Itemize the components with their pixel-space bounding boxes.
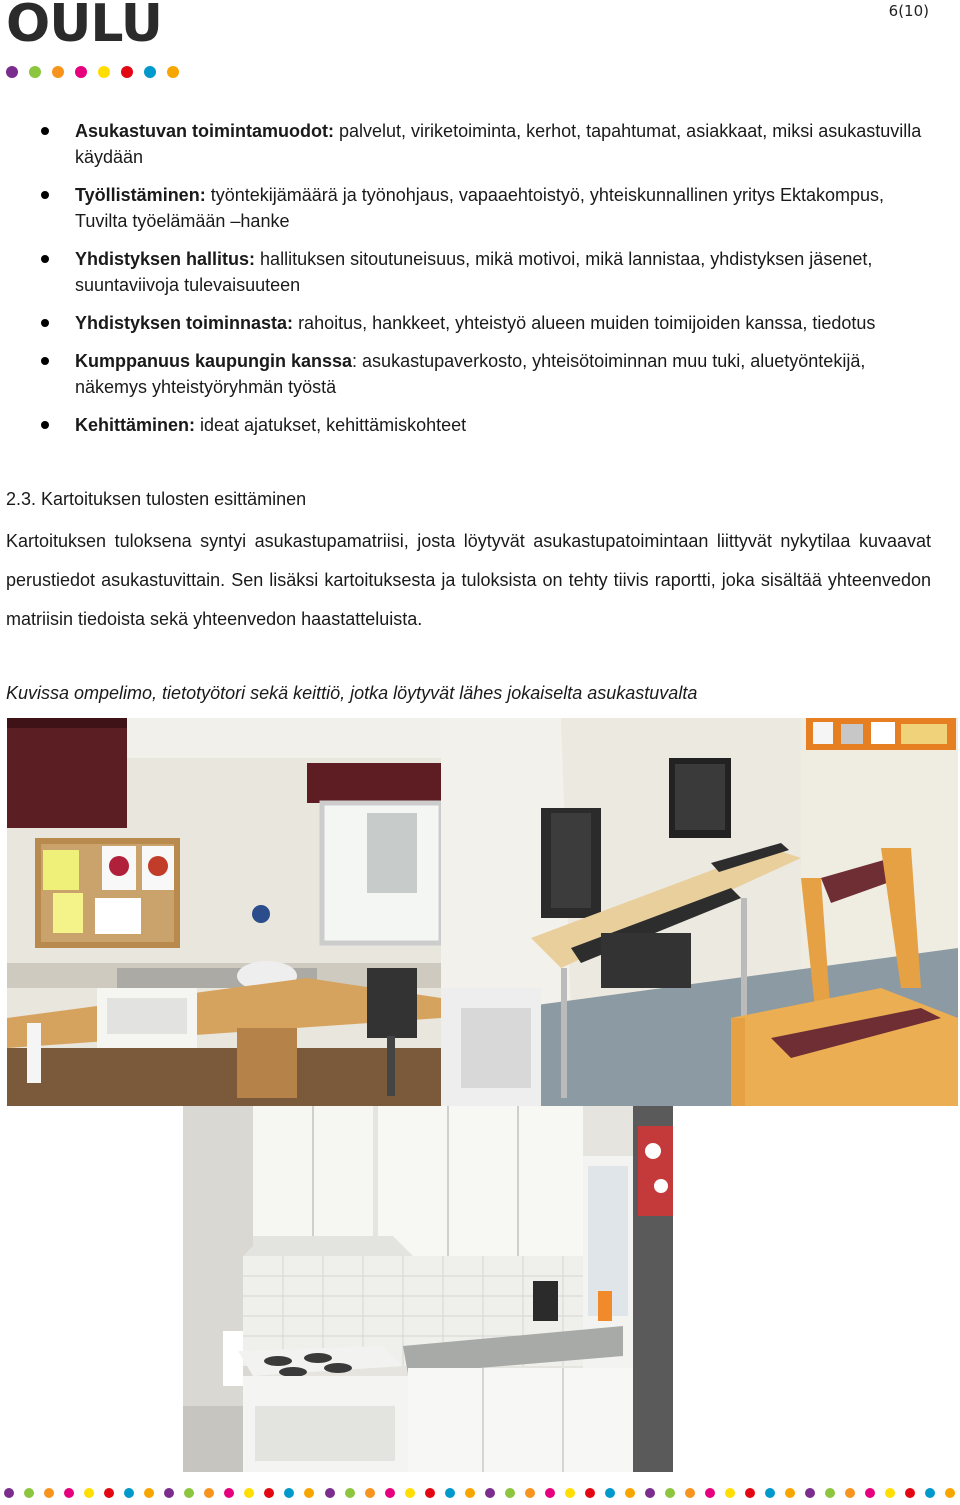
footer-dot: [365, 1488, 375, 1498]
footer-dot: [304, 1488, 314, 1498]
bullet-text: rahoitus, hankkeet, yhteistyö alueen muiden toimijoiden kanssa, tiedotus: [293, 313, 876, 333]
footer-dot: [4, 1488, 14, 1498]
page-number: 6(10): [888, 2, 929, 20]
photo-caption: Kuvissa ompelimo, tietotyötori sekä keittiö, jotka löytyvät lähes jokaiselta asukastuvalta: [6, 683, 698, 703]
bullet-label: Yhdistyksen toiminnasta:: [75, 313, 294, 333]
topic-list: [0, 118, 960, 450]
footer-dot: [585, 1488, 595, 1498]
footer-dot: [44, 1488, 54, 1498]
footer-dot: [405, 1488, 415, 1498]
footer-dot: [485, 1488, 495, 1498]
footer-dot: [445, 1488, 455, 1498]
computer-corner-photo: [441, 718, 958, 1106]
bullet-text: : asukastupaverkosto, yhteisötoiminnan muu tuki, aluetyöntekijä, näkemys yhteistyöryhmän työstä: [75, 351, 866, 397]
brand-dot: [121, 66, 133, 78]
list-item: [0, 348, 960, 400]
footer-dot: [385, 1488, 395, 1498]
logo-text: OULU: [6, 0, 162, 54]
brand-dot: [6, 66, 18, 78]
kitchen-photo: [183, 1106, 673, 1472]
footer-dot: [24, 1488, 34, 1498]
footer-dot: [224, 1488, 234, 1498]
bullet-label: Kumppanuus kaupungin kanssa: [75, 351, 353, 371]
footer-dot: [785, 1488, 795, 1498]
footer-dot: [104, 1488, 114, 1498]
footer-dot: [144, 1488, 154, 1498]
footer-dot: [565, 1488, 575, 1498]
footer-dot: [164, 1488, 174, 1498]
footer-dot: [64, 1488, 74, 1498]
footer-dot: [505, 1488, 515, 1498]
footer-dot: [845, 1488, 855, 1498]
footer-dot: [345, 1488, 355, 1498]
footer-dot: [825, 1488, 835, 1498]
footer-dot: [545, 1488, 555, 1498]
list-item: [0, 182, 960, 234]
bullet-label: Kehittäminen:: [75, 415, 196, 435]
footer-dot: [525, 1488, 535, 1498]
footer-dot-strip: [0, 1488, 960, 1500]
sewing-room-photo: [7, 718, 441, 1106]
brand-dot: [29, 66, 41, 78]
footer-dot: [765, 1488, 775, 1498]
footer-dot: [244, 1488, 254, 1498]
footer-dot: [805, 1488, 815, 1498]
footer-dot: [84, 1488, 94, 1498]
footer-dot: [685, 1488, 695, 1498]
footer-dot: [264, 1488, 274, 1498]
bullet-label: Asukastuvan toimintamuodot:: [75, 121, 335, 141]
bullet-text: palvelut, viriketoiminta, kerhot, tapahtumat, asiakkaat, miksi asukastuvilla käydään: [75, 121, 922, 167]
footer-dot: [465, 1488, 475, 1498]
bullet-label: Työllistäminen:: [75, 185, 206, 205]
logo-dots: [6, 66, 179, 78]
list-item: [0, 246, 960, 298]
brand-dot: [167, 66, 179, 78]
bullet-text: hallituksen sitoutuneisuus, mikä motivoi, mikä lannistaa, yhdistyksen jäsenet, suuntaviivoja tulevaisuuteen: [75, 249, 873, 295]
footer-dot: [745, 1488, 755, 1498]
section-heading: 2.3. Kartoituksen tulosten esittäminen: [6, 489, 307, 509]
section-paragraph: Kartoituksen tuloksena syntyi asukastupamatriisi, josta löytyvät asukastupatoimintaan liittyvät nykytilaa kuvaavat perustiedot asukastuvittain. Sen lisäksi kartoituksesta ja tuloksista on tehty tiivis raportti, joka sisältää yhteenvedon matriisin tiedoista sekä yhteenvedon haastatteluista.: [6, 531, 931, 629]
list-item: [0, 118, 960, 170]
footer-dot: [645, 1488, 655, 1498]
oulu-logo: [6, 0, 196, 80]
list-item: [0, 412, 960, 438]
bullet-text: ideat ajatukset, kehittämiskohteet: [195, 415, 467, 435]
footer-dot: [725, 1488, 735, 1498]
brand-dot: [75, 66, 87, 78]
footer-dot: [705, 1488, 715, 1498]
footer-dot: [665, 1488, 675, 1498]
footer-dot: [925, 1488, 935, 1498]
footer-dot: [885, 1488, 895, 1498]
brand-dot: [144, 66, 156, 78]
footer-dot: [284, 1488, 294, 1498]
footer-dot: [905, 1488, 915, 1498]
brand-dot: [52, 66, 64, 78]
bullet-label: Yhdistyksen hallitus:: [75, 249, 256, 269]
footer-dot: [204, 1488, 214, 1498]
footer-dot: [184, 1488, 194, 1498]
footer-dot: [605, 1488, 615, 1498]
list-item: [0, 310, 960, 336]
footer-dot: [325, 1488, 335, 1498]
footer-dot: [865, 1488, 875, 1498]
brand-dot: [98, 66, 110, 78]
footer-dot: [945, 1488, 955, 1498]
footer-dot: [425, 1488, 435, 1498]
bullet-text: työntekijämäärä ja työnohjaus, vapaaehtoistyö, yhteiskunnallinen yritys Ektakompus, Tuvilta työelämään –hanke: [75, 185, 885, 231]
footer-dot: [625, 1488, 635, 1498]
footer-dot: [124, 1488, 134, 1498]
